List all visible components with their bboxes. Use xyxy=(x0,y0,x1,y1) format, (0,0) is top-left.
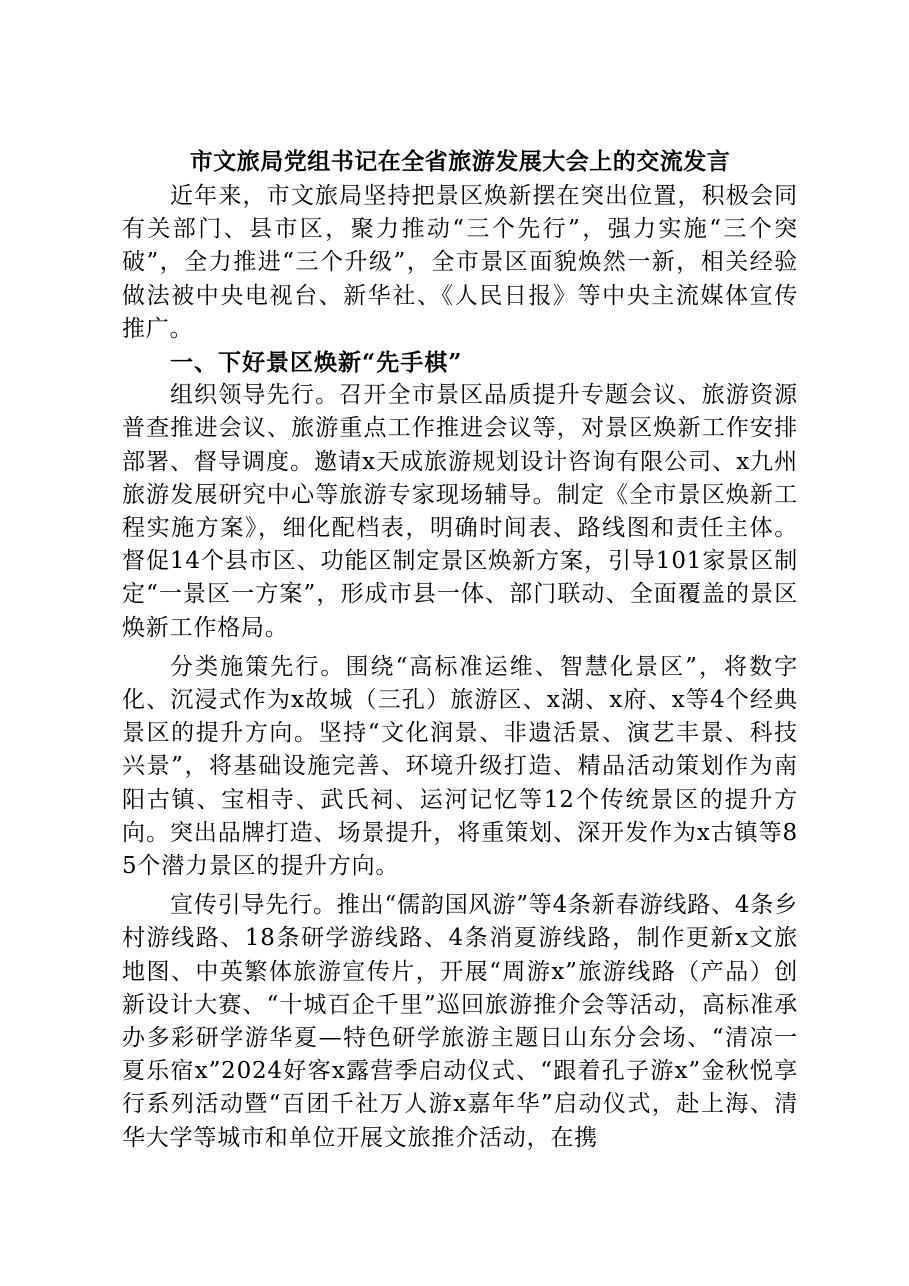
section-heading-1: 一、下好景区焕新“先手棋” xyxy=(170,349,463,377)
paragraph-policy: 分类施策先行。围绕“高标准运维、智慧化景区”，将数字化、沉浸式作为x故城（三孔）旅游区、x湖、x府、x等4个经典景区的提升方向。坚持“文化润景、非遗活景、演艺丰景、科技兴景”，将基础设施完善、环境升级打造、精品活动策划作为南阳古镇、宝相寺、武氏祠、运河记忆等12个传统景区的提升方向。突出品牌打造、场景提升，将重策划、深开发作为x古镇等85个潜力景区的提升方向。 xyxy=(122,653,798,880)
document-title: 市文旅局党组书记在全省旅游发展大会上的交流发言 xyxy=(189,148,731,175)
intro-paragraph: 近年来，市文旅局坚持把景区焕新摆在突出位置，积极会同有关部门、县市区，聚力推动“三个先行”，强力实施“三个突破”，全力推进“三个升级”，全市景区面貌焕然一新，相关经验做法被中央电视台、新华社、《人民日报》等中央主流媒体宣传推广。 xyxy=(122,183,798,342)
paragraph-promotion: 宣传引导先行。推出“儒韵国风游”等4条新春游线路、4条乡村游线路、18条研学游线路、4条消夏游线路，制作更新x文旅地图、中英繁体旅游宣传片，开展“周游x”旅游线路（产品）创新设计大赛、“十城百企千里”巡回旅游推介会等活动，高标准承办多彩研学游华夏—特色研学旅游主题日山东分会场、“清凉一夏乐宿x”2024好客x露营季启动仪式、“跟着孔子游x”金秋悦享行系列活动暨“百团千社万人游x嘉年华”启动仪式，赴上海、清华大学等城市和单位开展文旅推介活动，在携 xyxy=(122,892,798,1151)
paragraph-organization: 组织领导先行。召开全市景区品质提升专题会议、旅游资源普查推进会议、旅游重点工作推进会议等，对景区焕新工作安排部署、督导调度。邀请x天成旅游规划设计咨询有限公司、x九州旅游发展研究中心等旅游专家现场辅导。制定《全市景区焕新工程实施方案》，细化配档表，明确时间表、路线图和责任主体。督促14个县市区、功能区制定景区焕新方案，引导101家景区制定“一景区一方案”，形成市县一体、部门联动、全面覆盖的景区焕新工作格局。 xyxy=(122,382,798,641)
document-page xyxy=(122,143,798,1155)
